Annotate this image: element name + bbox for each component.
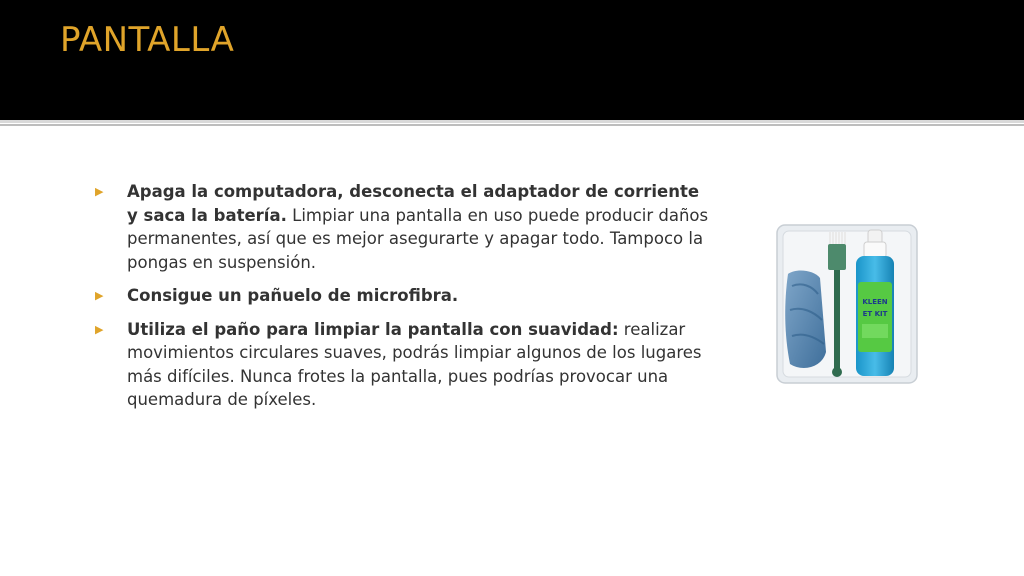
slide-header: [0, 0, 1024, 120]
bullet-item: [95, 284, 715, 308]
bullet-arrow-icon: ▶: [95, 185, 104, 198]
bullet-item: [95, 180, 715, 274]
bottle-label-line1: KLEEN: [862, 298, 888, 306]
header-divider-shadow: [0, 124, 1024, 126]
bullet-text: realizar movimientos circulares suaves, podrás limpiar algunos de los lugares más difíciles. Nunca frotes la pantalla, pues podrías provocar una quemadura de píxeles.: [127, 319, 702, 409]
header-divider: [0, 120, 1024, 123]
bullet-arrow-icon: ▶: [95, 289, 104, 302]
cleaning-brush: [834, 254, 840, 372]
bullet-bold-text: Apaga la computadora, desconecta el adaptador de corriente y saca la batería.: [127, 182, 700, 225]
bullet-text: Limpiar una pantalla en uso puede producir daños permanentes, así que es mejor asegurarte y apagar todo. Tampoco la pongas en suspensión.: [127, 205, 709, 272]
slide-title: PANTALLA: [60, 20, 235, 60]
bullet-item: [95, 318, 715, 412]
bullet-arrow-icon: ▶: [95, 322, 104, 336]
cleaning-kit-image: [776, 224, 918, 384]
bottle-label-line2: ET KIT: [862, 310, 888, 318]
bullet-list: [95, 180, 715, 422]
bullet-bold-text: Utiliza el paño para limpiar la pantalla con suavidad:: [127, 319, 619, 339]
bullet-bold-text: Consigue un pañuelo de microfibra.: [127, 286, 459, 305]
